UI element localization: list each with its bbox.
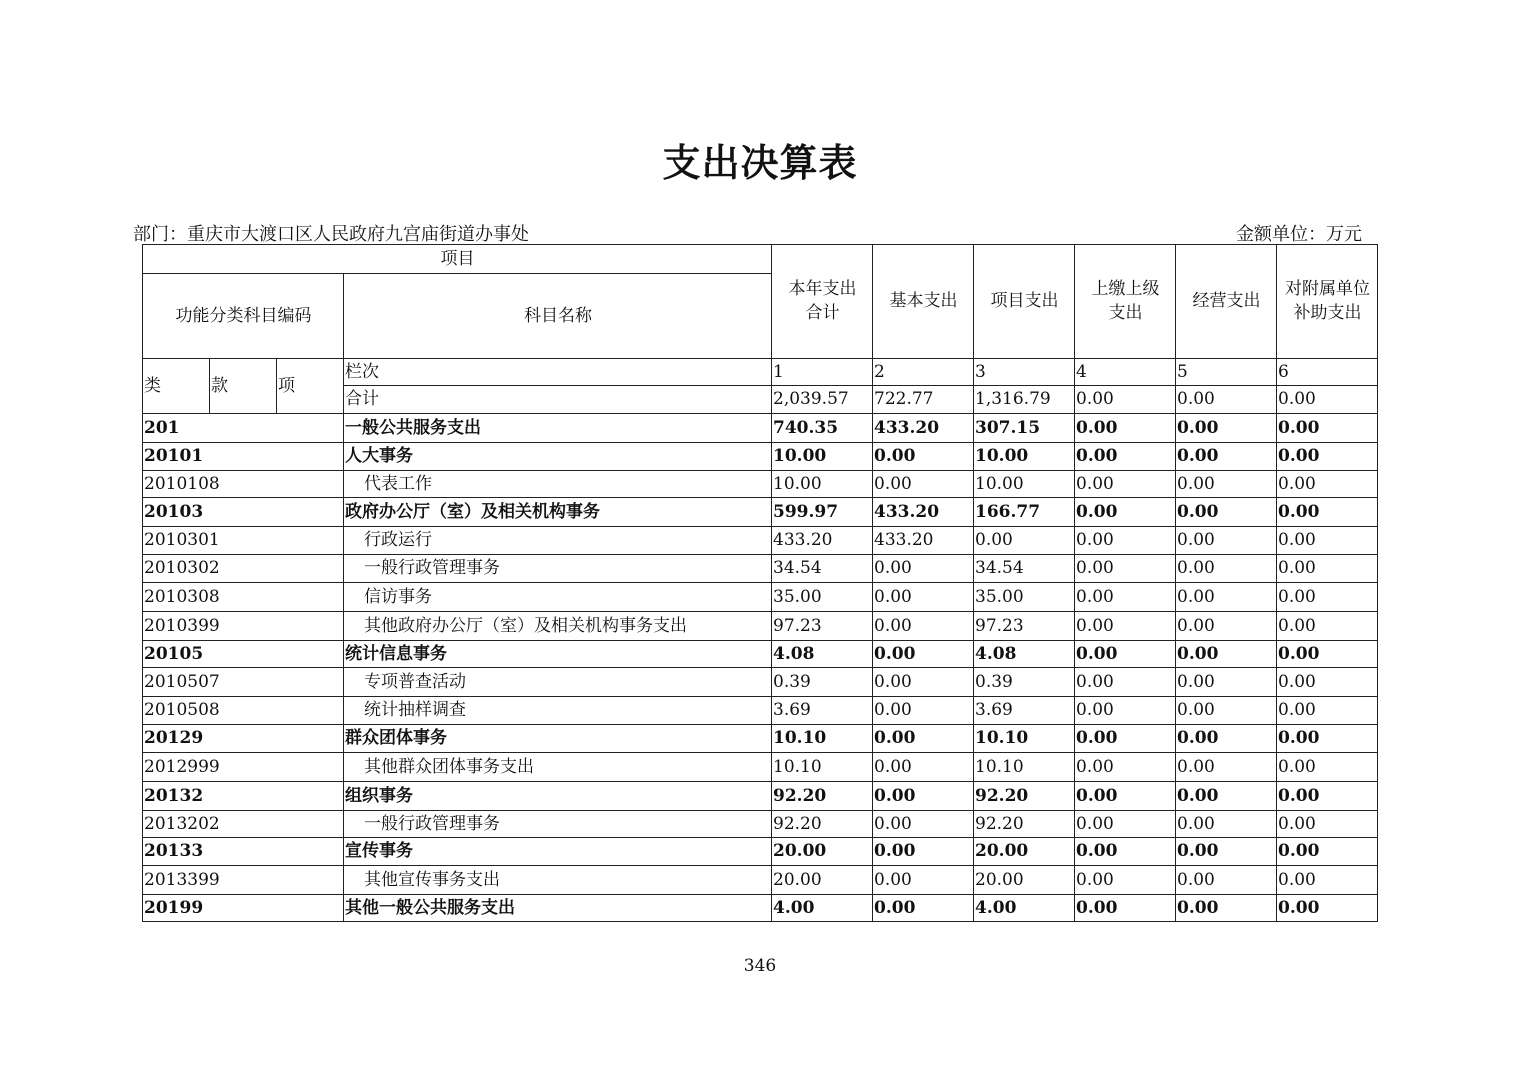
row-code: 2010308 xyxy=(143,583,344,612)
total-value: 1,316.79 xyxy=(974,386,1075,414)
row-value: 599.97 xyxy=(772,498,873,527)
page-title: 支出决算表 xyxy=(662,140,858,185)
row-value: 0.00 xyxy=(1176,414,1277,443)
table-row xyxy=(143,583,1378,612)
row-code: 20199 xyxy=(143,895,344,922)
row-value: 0.00 xyxy=(873,583,974,612)
row-value: 0.00 xyxy=(1176,753,1277,782)
row-name: 信访事务 xyxy=(344,583,772,612)
table-row xyxy=(143,443,1378,471)
row-value: 0.00 xyxy=(1075,725,1176,753)
row-value: 0.00 xyxy=(1176,895,1277,922)
row-value: 20.00 xyxy=(772,838,873,866)
row-name: 政府办公厅（室）及相关机构事务 xyxy=(344,498,772,527)
row-value: 92.20 xyxy=(772,811,873,838)
row-value: 10.10 xyxy=(772,753,873,782)
row-code: 20105 xyxy=(143,641,344,668)
header-col-4: 上缴上级 支出 xyxy=(1075,245,1176,359)
row-value: 0.00 xyxy=(873,555,974,583)
row-code: 2010302 xyxy=(143,555,344,583)
row-value: 0.00 xyxy=(1176,527,1277,555)
row-value: 0.00 xyxy=(873,895,974,922)
row-value: 92.20 xyxy=(974,811,1075,838)
row-value: 0.00 xyxy=(1075,555,1176,583)
row-value: 10.00 xyxy=(974,471,1075,498)
table-row xyxy=(143,895,1378,922)
table-row xyxy=(143,555,1378,583)
row-value: 4.00 xyxy=(772,895,873,922)
table-row xyxy=(143,612,1378,641)
row-name: 其他一般公共服务支出 xyxy=(344,895,772,922)
header-name: 科目名称 xyxy=(344,274,772,359)
row-value: 0.00 xyxy=(1277,782,1378,811)
table-row xyxy=(143,641,1378,668)
row-value: 0.00 xyxy=(1075,443,1176,471)
row-value: 0.00 xyxy=(1176,668,1277,697)
header-col-5: 经营支出 xyxy=(1176,245,1277,359)
row-code: 20129 xyxy=(143,725,344,753)
row-value: 34.54 xyxy=(974,555,1075,583)
row-value: 0.00 xyxy=(974,527,1075,555)
total-value: 722.77 xyxy=(873,386,974,414)
total-label: 合计 xyxy=(344,386,772,414)
row-value: 0.00 xyxy=(1075,668,1176,697)
page-number: 346 xyxy=(743,956,777,976)
row-value: 0.00 xyxy=(1277,612,1378,641)
row-value: 20.00 xyxy=(772,866,873,895)
row-value: 0.00 xyxy=(1176,866,1277,895)
row-value: 97.23 xyxy=(772,612,873,641)
row-value: 0.00 xyxy=(873,725,974,753)
row-value: 0.00 xyxy=(873,866,974,895)
row-code: 2013202 xyxy=(143,811,344,838)
row-value: 0.00 xyxy=(1075,838,1176,866)
header-lei: 类 xyxy=(143,359,210,414)
row-code: 201 xyxy=(143,414,344,443)
department-label: 部门：重庆市大渡口区人民政府九宫庙街道办事处 xyxy=(133,224,529,245)
col-number: 4 xyxy=(1075,359,1176,386)
row-name: 行政运行 xyxy=(344,527,772,555)
col-number: 6 xyxy=(1277,359,1378,386)
table-row xyxy=(143,725,1378,753)
header-project: 项目 xyxy=(143,245,772,274)
row-code: 20101 xyxy=(143,443,344,471)
row-value: 0.00 xyxy=(1075,498,1176,527)
table-row xyxy=(143,811,1378,838)
row-value: 0.00 xyxy=(1277,527,1378,555)
row-value: 0.00 xyxy=(1277,895,1378,922)
row-name: 群众团体事务 xyxy=(344,725,772,753)
table-row xyxy=(143,471,1378,498)
row-name: 其他政府办公厅（室）及相关机构事务支出 xyxy=(344,612,772,641)
row-code: 20133 xyxy=(143,838,344,866)
row-value: 0.39 xyxy=(974,668,1075,697)
row-value: 433.20 xyxy=(873,527,974,555)
total-value: 0.00 xyxy=(1176,386,1277,414)
row-value: 0.00 xyxy=(1277,866,1378,895)
total-value: 0.00 xyxy=(1075,386,1176,414)
row-value: 0.00 xyxy=(1277,725,1378,753)
row-code: 2010108 xyxy=(143,471,344,498)
row-code: 2010301 xyxy=(143,527,344,555)
row-value: 0.00 xyxy=(1277,811,1378,838)
row-name: 专项普查活动 xyxy=(344,668,772,697)
row-value: 3.69 xyxy=(772,697,873,725)
table-row xyxy=(143,527,1378,555)
row-value: 0.39 xyxy=(772,668,873,697)
total-value: 0.00 xyxy=(1277,386,1378,414)
row-value: 0.00 xyxy=(1075,471,1176,498)
header-xiang: 项 xyxy=(277,359,344,414)
row-value: 0.00 xyxy=(1277,641,1378,668)
row-value: 20.00 xyxy=(974,866,1075,895)
row-value: 92.20 xyxy=(974,782,1075,811)
table-row xyxy=(143,668,1378,697)
row-value: 0.00 xyxy=(1176,583,1277,612)
row-code: 20132 xyxy=(143,782,344,811)
table-row xyxy=(143,782,1378,811)
header-col-3: 项目支出 xyxy=(974,245,1075,359)
row-value: 4.08 xyxy=(974,641,1075,668)
row-value: 0.00 xyxy=(1176,555,1277,583)
row-value: 0.00 xyxy=(1075,782,1176,811)
row-value: 0.00 xyxy=(1277,555,1378,583)
row-value: 166.77 xyxy=(974,498,1075,527)
col-number: 2 xyxy=(873,359,974,386)
row-value: 0.00 xyxy=(1277,498,1378,527)
row-value: 97.23 xyxy=(974,612,1075,641)
row-value: 0.00 xyxy=(1277,697,1378,725)
row-value: 3.69 xyxy=(974,697,1075,725)
row-value: 10.10 xyxy=(974,725,1075,753)
row-value: 0.00 xyxy=(1277,443,1378,471)
row-value: 0.00 xyxy=(1176,725,1277,753)
row-value: 0.00 xyxy=(1075,583,1176,612)
table-row xyxy=(143,414,1378,443)
col-number: 5 xyxy=(1176,359,1277,386)
row-code: 2010399 xyxy=(143,612,344,641)
row-value: 0.00 xyxy=(873,811,974,838)
header-code: 功能分类科目编码 xyxy=(143,274,344,359)
row-value: 4.00 xyxy=(974,895,1075,922)
row-value: 0.00 xyxy=(1176,697,1277,725)
row-code: 2012999 xyxy=(143,753,344,782)
row-value: 0.00 xyxy=(1176,782,1277,811)
row-name: 人大事务 xyxy=(344,443,772,471)
header-kuan: 款 xyxy=(210,359,277,414)
row-value: 0.00 xyxy=(1176,443,1277,471)
unit-label: 金额单位：万元 xyxy=(1236,224,1362,245)
row-value: 10.00 xyxy=(772,443,873,471)
row-value: 0.00 xyxy=(873,471,974,498)
row-value: 0.00 xyxy=(873,697,974,725)
row-name: 代表工作 xyxy=(344,471,772,498)
row-value: 0.00 xyxy=(873,612,974,641)
row-code: 2010507 xyxy=(143,668,344,697)
row-value: 0.00 xyxy=(1176,641,1277,668)
row-value: 0.00 xyxy=(1176,838,1277,866)
row-value: 0.00 xyxy=(1075,414,1176,443)
row-name: 一般行政管理事务 xyxy=(344,811,772,838)
row-value: 0.00 xyxy=(1277,753,1378,782)
row-value: 0.00 xyxy=(1075,612,1176,641)
row-value: 35.00 xyxy=(974,583,1075,612)
row-value: 0.00 xyxy=(1277,838,1378,866)
expenditure-table xyxy=(142,244,1378,922)
row-value: 92.20 xyxy=(772,782,873,811)
row-name: 一般公共服务支出 xyxy=(344,414,772,443)
row-value: 0.00 xyxy=(1075,866,1176,895)
row-value: 10.00 xyxy=(974,443,1075,471)
row-code: 2010508 xyxy=(143,697,344,725)
row-value: 0.00 xyxy=(873,753,974,782)
row-value: 433.20 xyxy=(873,498,974,527)
row-value: 0.00 xyxy=(1277,414,1378,443)
row-value: 0.00 xyxy=(1277,668,1378,697)
header-col-6: 对附属单位 补助支出 xyxy=(1277,245,1378,359)
row-value: 433.20 xyxy=(772,527,873,555)
row-value: 740.35 xyxy=(772,414,873,443)
col-number: 1 xyxy=(772,359,873,386)
row-value: 35.00 xyxy=(772,583,873,612)
row-value: 0.00 xyxy=(1075,697,1176,725)
row-value: 0.00 xyxy=(1075,811,1176,838)
header-col-1: 本年支出 合计 xyxy=(772,245,873,359)
row-value: 0.00 xyxy=(1075,895,1176,922)
row-name: 统计信息事务 xyxy=(344,641,772,668)
row-value: 10.10 xyxy=(772,725,873,753)
header-lanci: 栏次 xyxy=(344,359,772,386)
row-value: 0.00 xyxy=(873,668,974,697)
row-value: 0.00 xyxy=(1176,612,1277,641)
row-value: 0.00 xyxy=(1075,753,1176,782)
table-row xyxy=(143,753,1378,782)
row-value: 4.08 xyxy=(772,641,873,668)
total-value: 2,039.57 xyxy=(772,386,873,414)
row-name: 宣传事务 xyxy=(344,838,772,866)
row-name: 统计抽样调查 xyxy=(344,697,772,725)
row-value: 0.00 xyxy=(1277,471,1378,498)
row-value: 20.00 xyxy=(974,838,1075,866)
table-row xyxy=(143,498,1378,527)
row-value: 307.15 xyxy=(974,414,1075,443)
row-value: 0.00 xyxy=(1075,641,1176,668)
header-col-2: 基本支出 xyxy=(873,245,974,359)
row-value: 34.54 xyxy=(772,555,873,583)
row-value: 10.00 xyxy=(772,471,873,498)
row-value: 0.00 xyxy=(873,838,974,866)
row-value: 0.00 xyxy=(1075,527,1176,555)
row-value: 0.00 xyxy=(873,443,974,471)
row-name: 其他宣传事务支出 xyxy=(344,866,772,895)
row-name: 一般行政管理事务 xyxy=(344,555,772,583)
row-value: 433.20 xyxy=(873,414,974,443)
row-value: 10.10 xyxy=(974,753,1075,782)
table-row xyxy=(143,866,1378,895)
row-value: 0.00 xyxy=(1277,583,1378,612)
row-value: 0.00 xyxy=(873,641,974,668)
row-code: 20103 xyxy=(143,498,344,527)
row-value: 0.00 xyxy=(873,782,974,811)
row-value: 0.00 xyxy=(1176,811,1277,838)
row-code: 2013399 xyxy=(143,866,344,895)
row-value: 0.00 xyxy=(1176,471,1277,498)
col-number: 3 xyxy=(974,359,1075,386)
table-row xyxy=(143,697,1378,725)
row-name: 组织事务 xyxy=(344,782,772,811)
row-name: 其他群众团体事务支出 xyxy=(344,753,772,782)
table-row xyxy=(143,838,1378,866)
row-value: 0.00 xyxy=(1176,498,1277,527)
